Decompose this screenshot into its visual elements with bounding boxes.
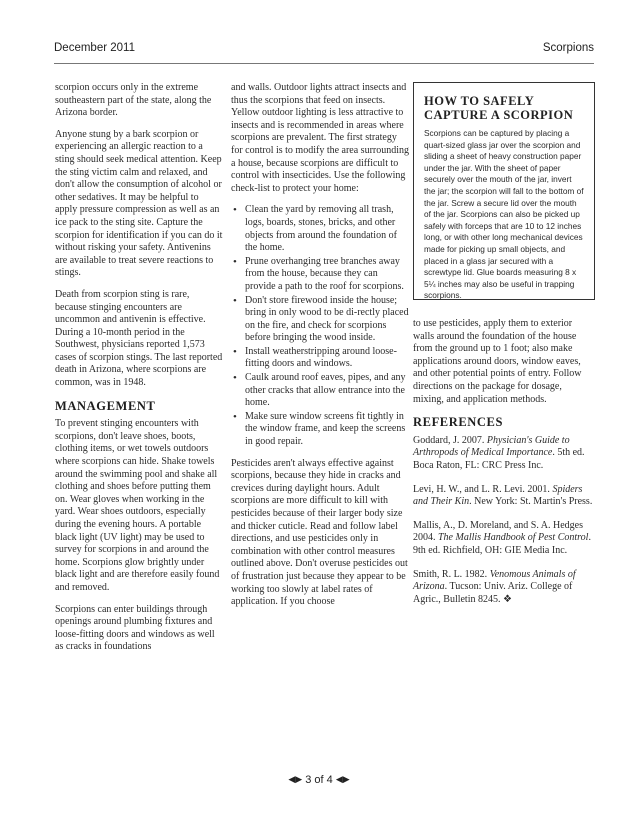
checklist-item: • Make sure window screens fit tightly in the window frame, and keep the screens in good repair. xyxy=(245,411,409,449)
paragraph: Anyone stung by a bark scorpion or experiencing an allergic reaction to a sting should seek medical attention. Keep the sting victim calm and relaxed, and don't allow the consumption of alcohol or other sedatives. It may be helpful to apply pressure compression as well as an ice pack to the sting site. Capture the scorpion for identification if you can do it without risking your safety. Antivenins are available to treat severe reactions to stings. xyxy=(55,128,223,279)
header-title: Scorpions xyxy=(542,42,594,54)
sidebar-heading: HOW TO SAFELY CAPTURE A SCORPION xyxy=(424,94,574,122)
checklist-item: • Install weatherstripping around loose-fitting doors and windows. xyxy=(245,346,409,371)
checklist-item: • Clean the yard by removing all trash, logs, boards, stones, bricks, and other objects from around the foundation of the home. xyxy=(245,204,409,254)
paragraph: To prevent stinging encounters with scorpions, don't leave shoes, boots, clothing items, or wet towels outdoors where scorpions can hide. Shake towels around the swimming pool and shake all clothing and shoes before putting them on. Wear gloves when working in the yard. Wear shoes outdoors, especially during the evening hours. A portable black light (UV light) may be used to survey for scorpions in and around the home. Scorpions glow brightly under black light and are therefore easily found and removed. xyxy=(55,418,220,593)
header-rule xyxy=(54,63,594,64)
capture-sidebar-box xyxy=(413,82,595,300)
column-2 xyxy=(231,82,409,618)
paragraph: and walls. Outdoor lights attract insects and thus the scorpions that feed on insects. Yellow outdoor lighting is less attractive to insects and is recommended in areas where scorpions are prevalent. The first strategy for control is to modify the area surrounding a house, because scorpions are difficult to control with insecticides. Use the following check-list to protect your home: xyxy=(231,82,410,194)
checklist-item: • Don't store firewood inside the house; bring in only wood to be di-rectly placed on the fire, and check for scorpions before bringing the wood inside. xyxy=(245,295,409,345)
reference-item: Goddard, J. 2007. Physician's Guide to Arthropods of Medical Importance. 5th ed. Boca Raton, FL: CRC Press Inc. xyxy=(413,434,585,471)
reference-item: Mallis, A., D. Moreland, and S. A. Hedges 2004. The Mallis Handbook of Pest Control. 9th ed. Richfield, OH: GIE Media Inc. xyxy=(413,519,591,556)
checklist-item: • Prune overhanging tree branches away from the house, because they can provide a path to the roof for scorpions. xyxy=(245,256,409,294)
paragraph: Pesticides aren't always effective against scorpions, because they hide in cracks and crevices during daylight hours. Adult scorpions are more difficult to kill with pesticides because of their larger body size and thicker cuticle. Read and follow label directions, and use pesticides only in combination with other control measures outlined above. Don't overuse pesticides out of frustration just because they appear to be working too slowly at label rates of application. If you choose xyxy=(231,457,408,608)
prev-page-icon[interactable]: ◀▶ xyxy=(288,774,303,784)
reference-item: Levi, H. W., and L. R. Levi. 2001. Spiders and Their Kin. New York: St. Martin's Press. xyxy=(413,483,593,508)
column-1 xyxy=(55,82,223,663)
references-heading: REFERENCES xyxy=(413,415,504,430)
reference-item: Smith, R. L. 1982. Venomous Animals of Arizona. Tucson: Univ. Ariz. College of Agric., Bulletin 8245. ❖ xyxy=(413,568,576,605)
header-date: December 2011 xyxy=(54,42,135,54)
next-page-icon[interactable]: ◀▶ xyxy=(335,774,350,784)
management-heading: MANAGEMENT xyxy=(55,398,156,413)
checklist xyxy=(231,204,409,448)
paragraph: Scorpions can enter buildings through openings around plumbing fixtures and loose-fitting doors and windows as well as cracks in foundations xyxy=(55,603,215,653)
checklist-item: • Caulk around roof eaves, pipes, and any other cracks that allow entrance into the home. xyxy=(245,372,409,410)
paragraph: Death from scorpion sting is rare, because stinging encounters are uncommon and antivenin is effective. During a 10-month period in the Southwest, physicians reported 1,573 cases of scorpion stings. The last reported death in Arizona, where scorpions are common, was in 1948. xyxy=(55,288,223,389)
page-number: 3 of 4 xyxy=(305,774,333,786)
paragraph: scorpion occurs only in the extreme southeastern part of the state, along the Arizona border. xyxy=(55,82,212,119)
page-footer xyxy=(0,774,638,786)
paragraph: to use pesticides, apply them to exterior walls around the foundation of the house from the ground up to 1 foot; also make applications around doors, window eaves, and other potential points of entry. Follow directions on the package for dosage, mixing, and application methods. xyxy=(413,318,582,405)
sidebar-text: Scorpions can be captured by placing a quart-sized glass jar over the scorpion and sliding a sheet of heavy construction paper under the jar. With the sheet of paper securely over the mouth of the jar, invert the jar; the scorpion will fall to the bottom of the jar. Screw a secure lid over the mouth of the jar. Scorpions can also be picked up safely with forceps that are 10 to 12 inches long, or with other long mechanical devices made for picking up small objects, and placed in a glass jar secured with a screwtype lid. Glue boards measuring 8 x 5¼ inches may also be useful in trapping scorpions. xyxy=(424,128,584,301)
